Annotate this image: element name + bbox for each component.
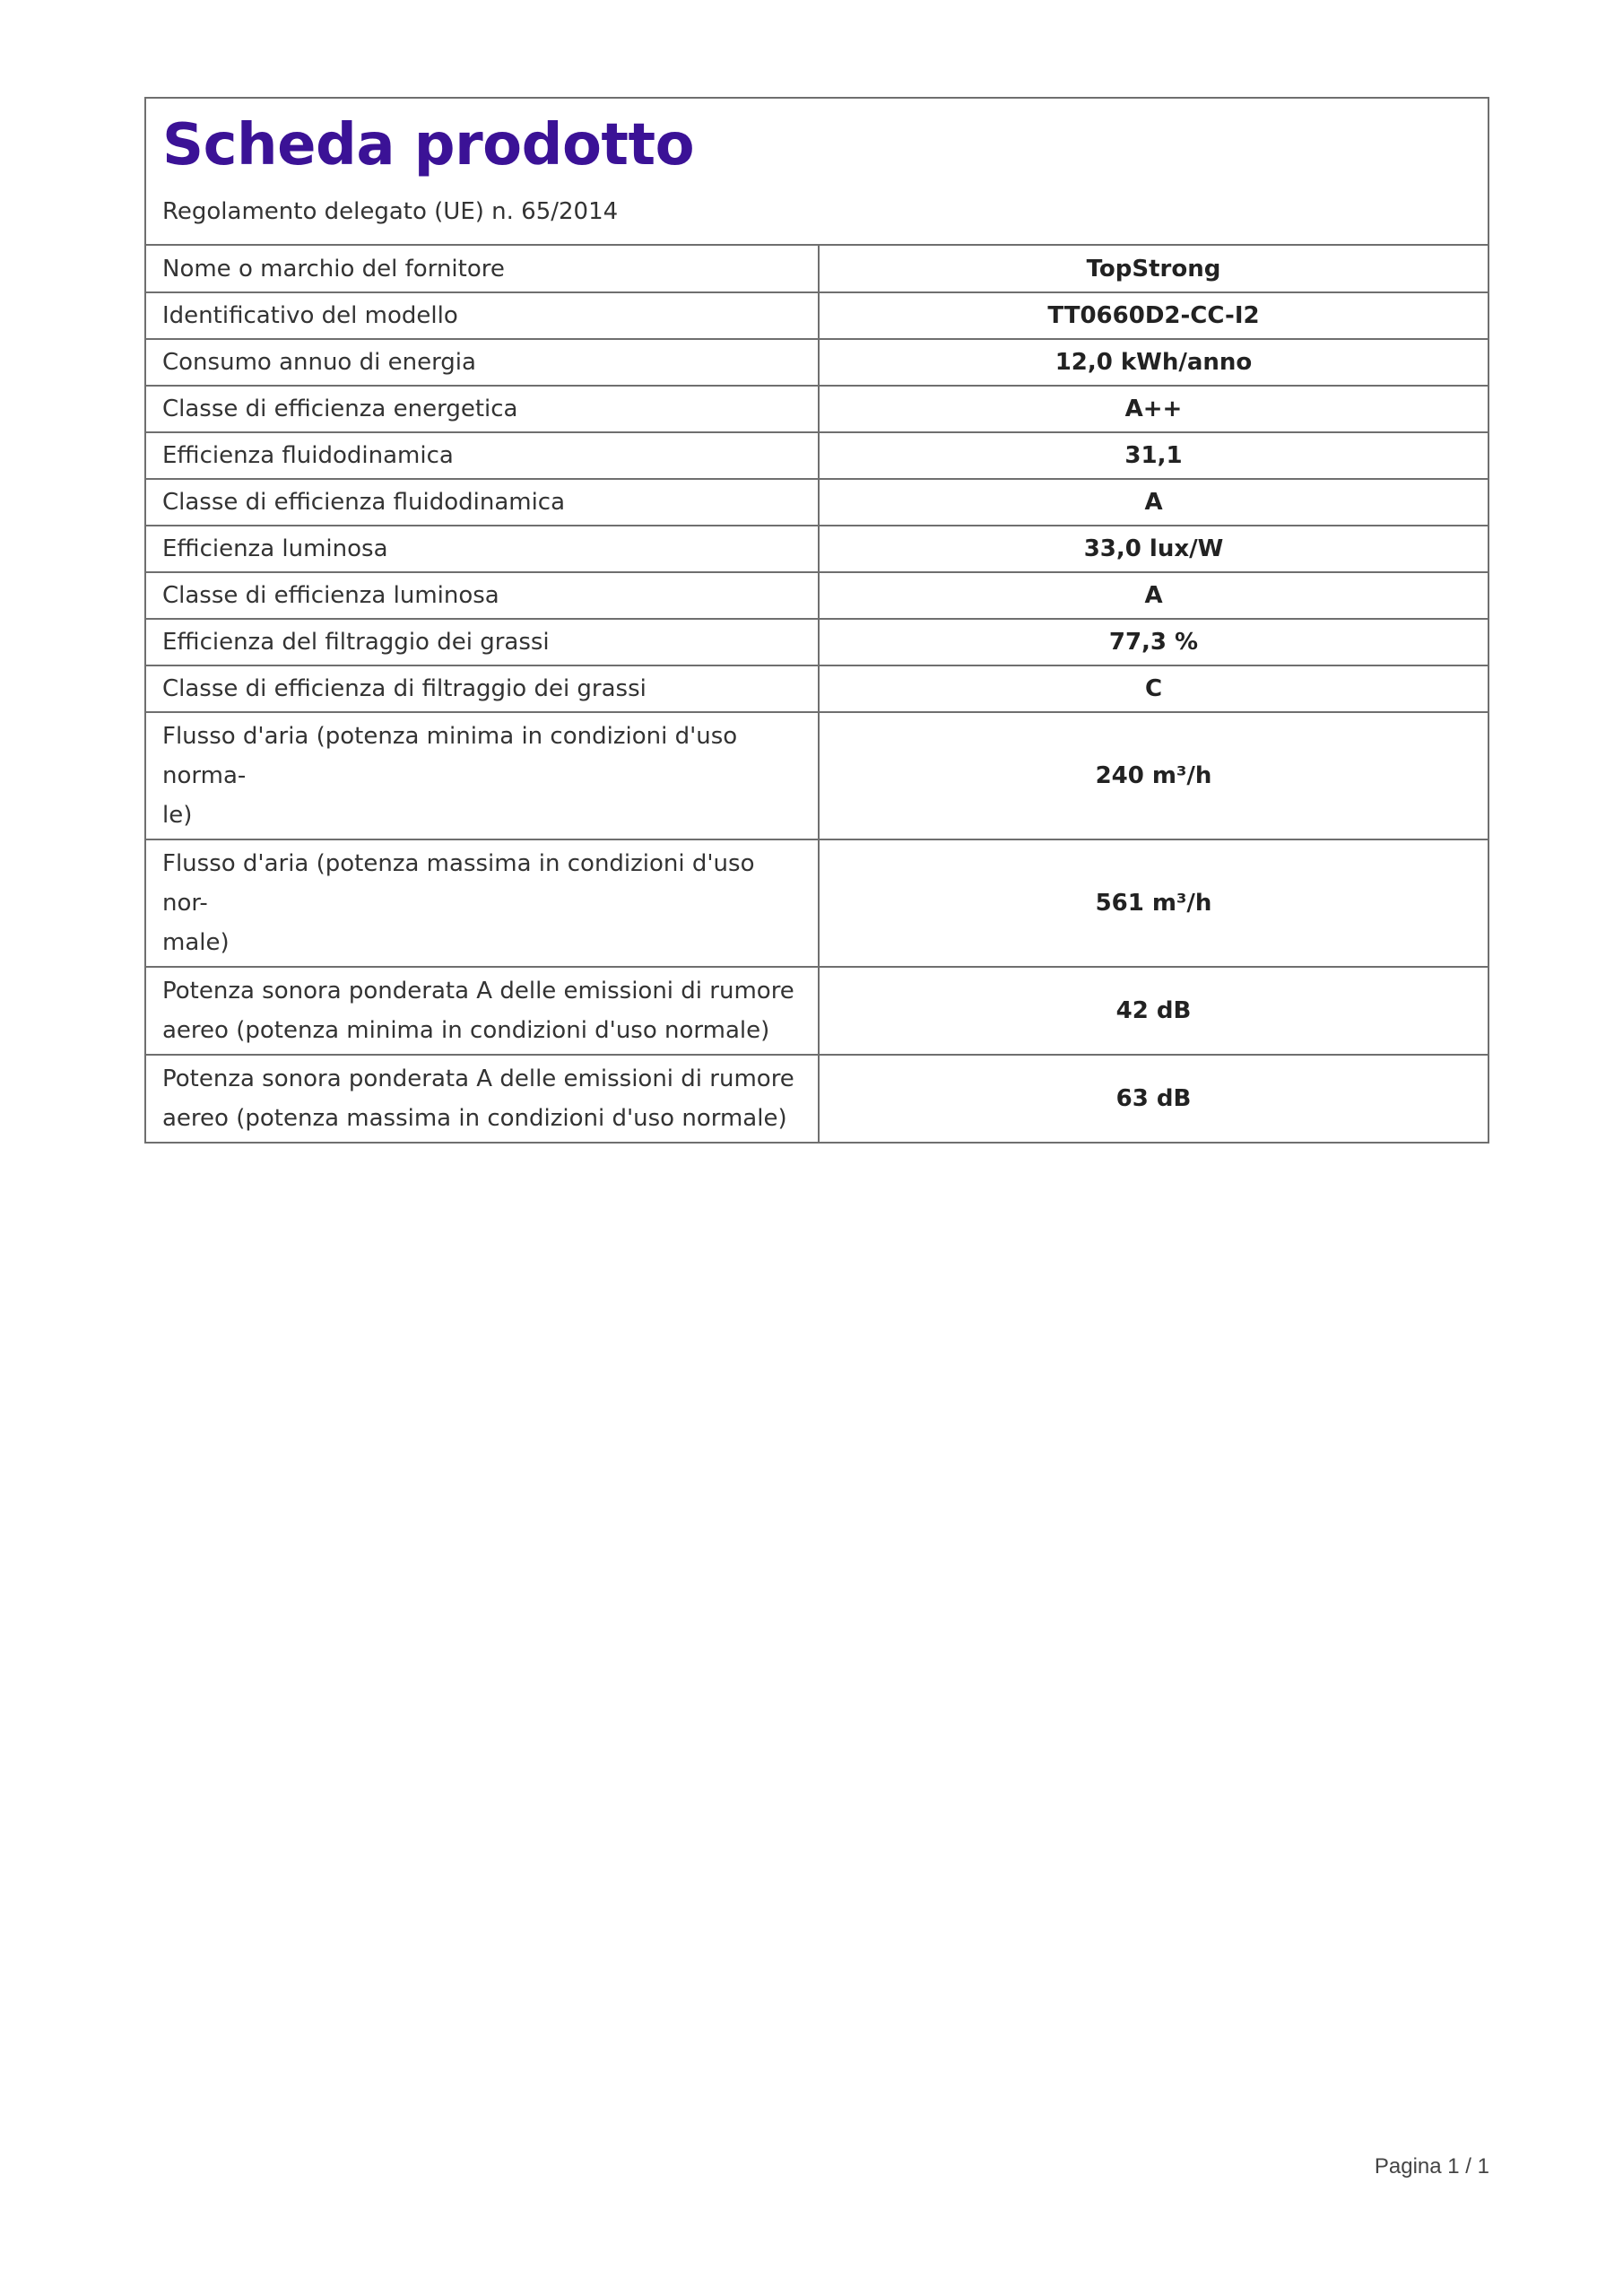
table-row (146, 572, 1488, 619)
row-value: C (819, 665, 1488, 712)
row-value: 12,0 kWh/anno (819, 339, 1488, 386)
table-row (146, 526, 1488, 572)
row-value: TT0660D2-CC-I2 (819, 292, 1488, 339)
row-value: TopStrong (1086, 255, 1221, 283)
table-row (146, 432, 1488, 479)
row-label-line: Flusso d'aria (potenza massima in condizioni d'uso nor- (162, 850, 755, 917)
regulation-subtitle: Regolamento delegato (UE) n. 65/2014 (162, 198, 619, 225)
row-label: Classe di efficienza luminosa (146, 572, 819, 619)
row-value: 77,3 % (819, 619, 1488, 665)
row-label: Efficienza luminosa (146, 526, 819, 572)
row-value: A++ (819, 386, 1488, 432)
row-label: Classe di efficienza di filtraggio dei grassi (146, 665, 819, 712)
table-row (146, 967, 1488, 1055)
row-label-line: Potenza sonora ponderata A delle emissioni di rumore (162, 978, 794, 1004)
table-row (146, 292, 1488, 339)
row-label (146, 839, 819, 967)
sheet-header (146, 99, 1488, 246)
row-label: Identificativo del modello (146, 292, 819, 339)
row-value: 561 m³/h (819, 839, 1488, 967)
table-row (146, 619, 1488, 665)
product-sheet (144, 97, 1489, 1144)
row-value: 42 dB (819, 967, 1488, 1055)
table-row (146, 665, 1488, 712)
row-label-line: aereo (potenza massima in condizioni d'uso normale) (162, 1105, 787, 1132)
table-row (146, 1055, 1488, 1142)
row-label: Classe di efficienza fluidodinamica (146, 479, 819, 526)
table-row (146, 246, 1488, 292)
row-label (146, 712, 819, 839)
row-label (146, 967, 819, 1055)
row-value: A (819, 479, 1488, 526)
row-label: Nome o marchio del fornitore (146, 246, 819, 292)
row-label: Efficienza del filtraggio dei grassi (146, 619, 819, 665)
row-value: 33,0 lux/W (819, 526, 1488, 572)
table-row (146, 839, 1488, 967)
row-value: A (819, 572, 1488, 619)
row-label-line: Flusso d'aria (potenza minima in condizioni d'uso norma- (162, 723, 738, 789)
row-label-line: le) (162, 802, 193, 829)
table-row (146, 712, 1488, 839)
table-row (146, 339, 1488, 386)
row-value: 240 m³/h (819, 712, 1488, 839)
row-label (146, 1055, 819, 1142)
product-data-table (146, 246, 1488, 1142)
row-label-line: aereo (potenza minima in condizioni d'uso normale) (162, 1017, 770, 1044)
table-row (146, 479, 1488, 526)
page-title: Scheda prodotto (162, 112, 695, 178)
page-number: Pagina 1 / 1 (1374, 2154, 1489, 2179)
table-row (146, 386, 1488, 432)
row-label: Consumo annuo di energia (146, 339, 819, 386)
row-label-line: male) (162, 929, 230, 956)
row-value: 31,1 (819, 432, 1488, 479)
row-label: Classe di efficienza energetica (146, 386, 819, 432)
row-label: Efficienza fluidodinamica (146, 432, 819, 479)
row-label-line: Potenza sonora ponderata A delle emissioni di rumore (162, 1065, 794, 1092)
row-value: 63 dB (819, 1055, 1488, 1142)
